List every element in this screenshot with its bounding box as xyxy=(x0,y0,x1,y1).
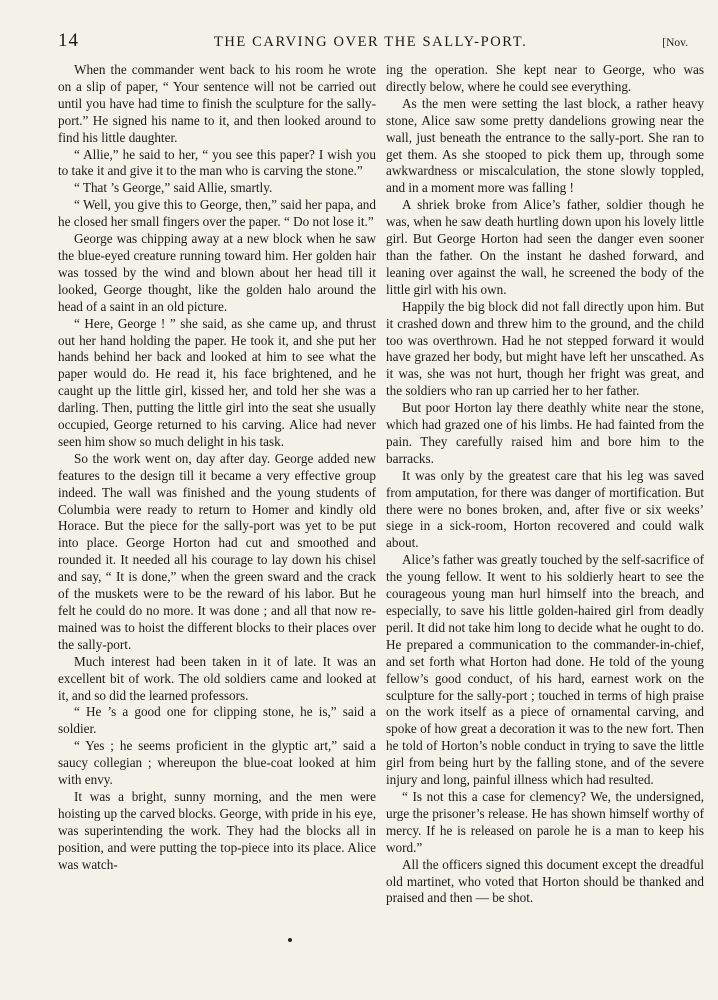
paragraph: But poor Horton lay there deathly white near the stone, which had grazed one of his limbs. He had fainted from the pain. They carefully raised him and bore him to the barracks. xyxy=(386,400,704,466)
paragraph: When the commander went back to his room he wrote on a slip of paper, “ Your sentence will not be carried out until you have had time to finish the sculpture for the sally-port.” He signed his name to it, and then looked around to find his little daughter. xyxy=(58,62,376,145)
paragraph: Much interest had been taken in it of late. It was an excellent bit of work. The old soldiers came and looked at it, and so did the learned professors. xyxy=(58,653,376,703)
paragraph: As the men were setting the last block, a rather heavy stone, Alice saw some pretty dandelions growing near the wall, just beneath the entrance to the sally-port. She ran to get them. As she stooped to pick them up, through some awkwardness or miscalculation, the stone slowly toppled, and in a moment more was falling ! xyxy=(386,95,704,196)
paragraph: It was a bright, sunny morning, and the men were hoisting up the carved blocks. George, with pride in his eye, was superintending the work. They had the blocks all in position, and were putting the top-piece into its place. Alice was watch- xyxy=(58,788,376,872)
paragraph: All the officers signed this document except the dreadful old martinet, who voted that Horton should be thanked and praised and then — be shot. xyxy=(386,856,704,906)
paragraph: So the work went on, day after day. George added new features to the design till it became a very effective group indeed. The wall was finished and the young students of Columbia were ready to return to Homer and kindly old Horace. But the piece for the sally-port was yet to be put into place. George Horton had cut and smoothed and rounded it. It needed all his courage to lay down his chisel and say, “ It is done,” when the green sward and the crack of the muskets were to be the reward of his labor. But he felt he could do no more. It was done ; and all that now remained was to hoist the different blocks to their places over the sally-port. xyxy=(58,450,376,652)
paragraph: “ Yes ; he seems proficient in the glyptic art,” said a saucy collegian ; whereupon the blue-coat looked at him with envy. xyxy=(58,738,376,788)
paragraph: Happily the big block did not fall directly upon him. But it crashed down and threw him to the ground, and the child too was overthrown. Had he not stepped forward it would have grazed her body, but might have left her unscathed. As it was, she was not hurt, though her fright was great, and the soldiers who ran up carried her to her father. xyxy=(386,298,704,399)
page-header xyxy=(58,30,688,54)
paragraph: “ Is not this a case for clemency? We, the undersigned, urge the prisoner’s release. He has shown himself worthy of mercy. If he is released on parole he is a man to keep his word.” xyxy=(386,788,704,855)
paragraph: It was only by the greatest care that his leg was saved from amputation, for there was danger of mortification. But there were no bones broken, and, after five or six weeks’ siege in a sick-room, Horton recovered and could walk about. xyxy=(386,467,704,551)
paragraph: “ Here, George ! ” she said, as she came up, and thrust out her hand holding the paper. He took it, and she put her hands behind her back and looked at him to see what the paper would do. He read it, his face brightened, and he caught up the little girl, kissed her, and told her she was a darling. Then, putting the little girl into the seat she usually occupied, George returned to his carving. Alice had never seen him show so much delight in his task. xyxy=(58,315,376,449)
page-number: 14 xyxy=(58,30,79,51)
paragraph: “ That ’s George,” said Allie, smartly. xyxy=(74,180,273,196)
issue-label: [Nov. xyxy=(662,37,688,49)
paragraph: “ Allie,” he said to her, “ you see this paper? I wish you to take it and give it to the man who is carving the stone.” xyxy=(58,146,376,179)
left-column xyxy=(58,62,376,874)
print-dot xyxy=(288,938,292,942)
paragraph-continuation: ing the operation. She kept near to George, who was directly below, where he could see everything. xyxy=(386,62,704,94)
right-column xyxy=(386,62,704,907)
paragraph: “ He ’s a good one for clipping stone, he is,” said a soldier. xyxy=(58,704,376,737)
paragraph: A shriek broke from Alice’s father, soldier though he was, when he saw death hurtling down upon his lovely little girl. But George Horton had seen the danger even sooner than the father. On the instant he dashed forward, and leaning over against the wall, he screened the body of the little girl with his own. xyxy=(386,197,704,297)
paragraph: “ Well, you give this to George, then,” said her papa, and he closed her small fingers over the paper. “ Do not lose it.” xyxy=(58,197,376,230)
running-title: THE CARVING OVER THE SALLY-PORT. xyxy=(213,34,528,50)
paragraph: Alice’s father was greatly touched by the self-sacrifice of the young fellow. It went to his soldierly heart to see the courageous young man hurl himself into the breach, and especially, to save his little golden-haired girl from deadly peril. It did not take him long to decide what he ought to do. He prepared a communication to the commander-in-chief, and set forth what Horton had done. He told of the young fellow’s good conduct, of his hard, earnest work on the sculpture for the sally-port ; touched in terms of high praise on the work itself as a piece of ornamental carving, and spoke of how great a decoration it was to the new fort. Then he told of Horton’s noble conduct in trying to save the little girl from being hurt by the falling stone, and of the severe injury and long, painful illness which had resulted. xyxy=(386,552,704,788)
paragraph: George was chipping away at a new block when he saw the blue-eyed creature running toward him. Her golden hair was tossed by the wind and blown about her head till it looked, George thought, like the golden halo around the head of a saint in an old picture. xyxy=(58,231,376,314)
